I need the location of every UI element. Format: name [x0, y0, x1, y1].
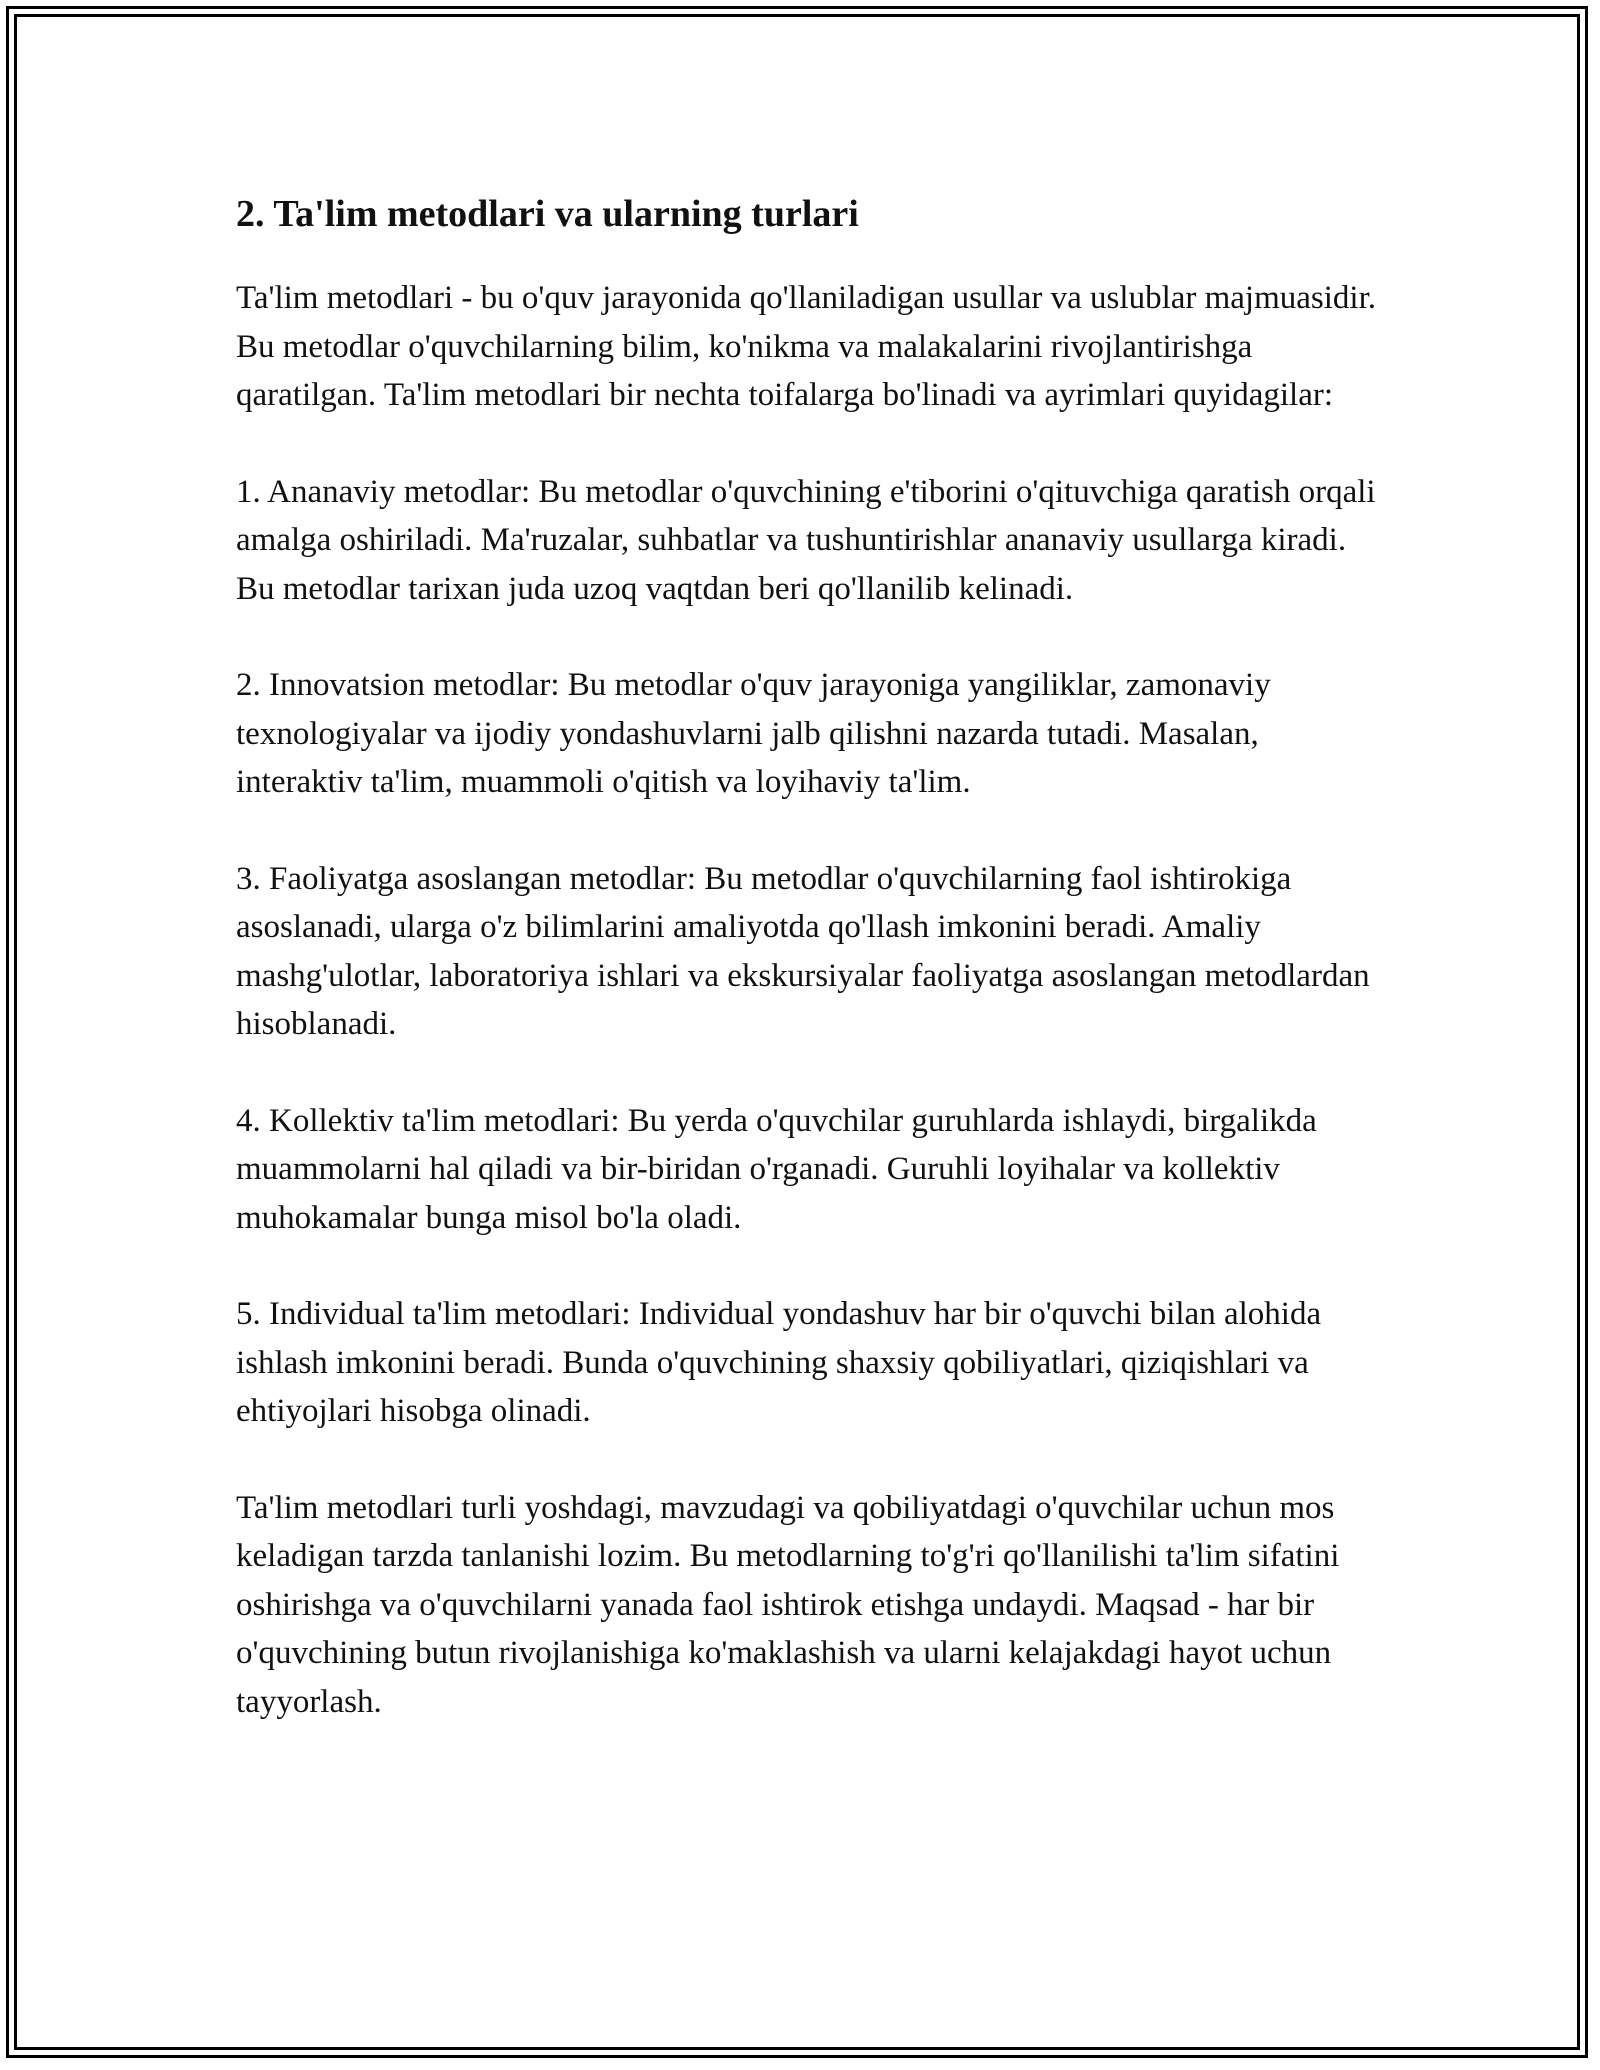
list-item-collective-methods: 4. Kollektiv ta'lim metodlari: Bu yerda o'quvchilar guruhlarda ishlaydi, birgalikda muammolarni hal qiladi va bir-biridan o'rganadi. Guruhli loyihalar va kollektiv muhokamalar bunga misol bo'la oladi. — [236, 1102, 1317, 1236]
intro-paragraph: Ta'lim metodlari - bu o'quv jarayonida qo'llaniladigan usullar va uslublar majmuasidir. Bu metodlar o'quvchilarning bilim, ko'nikma va malakalarini rivojlantirishga qaratilgan. Ta'lim metodlari bir nechta toifalarga bo'linadi va ayrimlari quyidagilar: — [236, 280, 1377, 413]
section-heading: 2. Ta'lim metodlari va ularning turlari — [236, 193, 859, 235]
list-item-traditional-methods: 1. Ananaviy metodlar: Bu metodlar o'quvchining e'tiborini o'qituvchiga qaratish orqali amalga oshiriladi. Ma'ruzalar, suhbatlar va tushuntirishlar ananaviy usullarga kiradi. Bu metodlar tarixan juda uzoq vaqtdan beri qo'llanilib kelinadi. — [236, 473, 1376, 607]
list-item-activity-based-methods: 3. Faoliyatga asoslangan metodlar: Bu metodlar o'quvchilarning faol ishtirokiga asoslanadi, ularga o'z bilimlarini amaliyotda qo'llash imkonini beradi. Amaliy mashg'ulotlar, laboratoriya ishlari va ekskursiyalar faoliyatga asoslangan metodlardan hisoblanadi. — [236, 860, 1370, 1042]
list-item-innovative-methods: 2. Innovatsion metodlar: Bu metodlar o'quv jarayoniga yangiliklar, zamonaviy texnologiyalar va ijodiy yondashuvlarni jalb qilishni nazarda tutadi. Masalan, interaktiv ta'lim, muammoli o'qitish va loyihaviy ta'lim. — [236, 667, 1271, 800]
conclusion-paragraph: Ta'lim metodlari turli yoshdagi, mavzudagi va qobiliyatdagi o'quvchilar uchun mos keladigan tarzda tanlanishi lozim. Bu metodlarning to'g'ri qo'llanilishi ta'lim sifatini oshirishga va o'quvchilarni yanada faol ishtirok etishga undaydi. Maqsad - har bir o'quvchining butun rivojlanishiga ko'maklashish va ularni kelajakdagi hayot uchun tayyorlash. — [236, 1489, 1340, 1720]
document-body — [236, 186, 1386, 1726]
list-item-individual-methods: 5. Individual ta'lim metodlari: Individual yondashuv har bir o'quvchi bilan alohida ishlash imkonini beradi. Bunda o'quvchining shaxsiy qobiliyatlari, qiziqishlari va ehtiyojlari hisobga olinadi. — [236, 1296, 1322, 1429]
